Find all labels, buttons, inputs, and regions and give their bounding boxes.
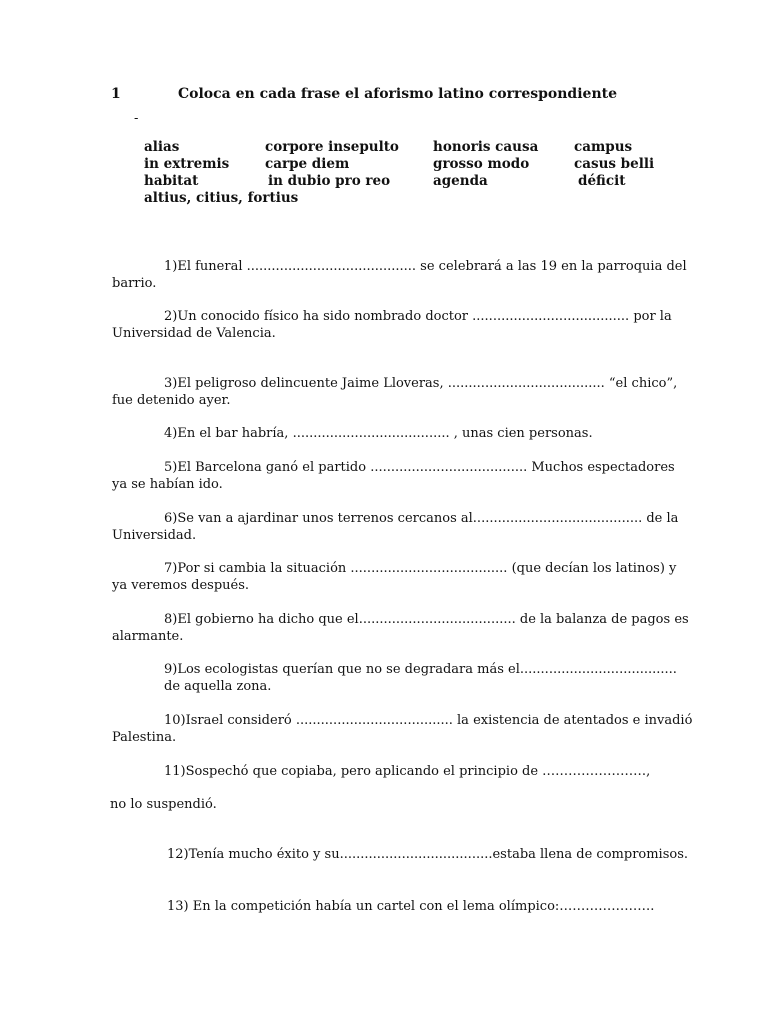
sentence-continuation: ya se habían ido.	[112, 477, 223, 492]
sentence-continuation: barrio.	[112, 276, 157, 291]
sentence-line: 11)Sospechó que copiaba, pero aplicando el principio de ……………………,	[164, 764, 651, 779]
word-bank-item: casus belli	[574, 156, 655, 172]
sentence-continuation: alarmante.	[112, 629, 184, 644]
sentence-item	[112, 258, 687, 292]
sentence-line: 10)Israel consideró ...................................... la existencia de atentados e invadió	[164, 713, 693, 728]
sentence-line: 12)Tenía mucho éxito y su.....................................estaba llena de compromisos.	[167, 847, 689, 862]
sentence-line: 7)Por si cambia la situación ...................................... (que decían los latinos) y	[164, 561, 677, 576]
sentence-line: 5)El Barcelona ganó el partido ...................................... Muchos espectadores	[164, 460, 675, 475]
sentence-continuation: Universidad.	[112, 528, 197, 543]
sentence-continuation: de aquella zona.	[164, 679, 272, 694]
word-bank-item: in extremis	[144, 156, 230, 172]
word-bank-item: agenda	[433, 173, 488, 189]
word-bank-item: altius, citius, fortius	[144, 190, 299, 206]
sentence-item	[112, 308, 672, 342]
word-bank-item: honoris causa	[433, 139, 539, 155]
word-bank-item: habitat	[144, 173, 199, 189]
sentence-line: 8)El gobierno ha dicho que el...................................... de la balanza de pagos es	[164, 612, 689, 627]
sentence-line: 3)El peligroso delincuente Jaime Lloveras, ...................................... “el chico”,	[164, 376, 678, 391]
sentence-item	[112, 425, 593, 442]
sentence-item	[112, 661, 677, 695]
sentence-continuation: ya veremos después.	[112, 578, 250, 593]
word-bank-item: carpe diem	[265, 156, 350, 172]
sentence-continuation: fue detenido ayer.	[112, 393, 231, 408]
sentence-item	[112, 846, 688, 863]
exercise-number: 1	[111, 86, 121, 102]
sentence-item	[110, 763, 650, 813]
word-bank-item: alias	[144, 139, 180, 155]
sentence-item	[112, 560, 676, 594]
sentence-continuation: Palestina.	[112, 730, 177, 745]
word-bank-item: déficit	[578, 173, 626, 189]
sentence-line: 6)Se van a ajardinar unos terrenos cercanos al......................................... de la	[164, 511, 679, 526]
word-bank-item: grosso modo	[433, 156, 530, 172]
word-bank-item: in dubio pro reo	[268, 173, 391, 189]
sentence-item	[112, 510, 678, 544]
sentence-line: 13) En la competición había un cartel con el lema olímpico:………………….	[167, 899, 655, 914]
sentence-item	[112, 712, 692, 746]
sentence-item	[112, 459, 675, 493]
sentence-line: 9)Los ecologistas querían que no se degradara más el......................................	[164, 662, 677, 677]
dash-marker: -	[134, 111, 139, 126]
word-bank-item: corpore insepulto	[265, 139, 399, 155]
sentence-line: 4)En el bar habría, ...................................... , unas cien personas.	[164, 426, 593, 441]
sentence-item	[112, 611, 689, 645]
sentence-continuation: no lo suspendió.	[110, 797, 217, 812]
exercise-title: Coloca en cada frase el aforismo latino correspondiente	[178, 86, 618, 102]
sentence-continuation: Universidad de Valencia.	[112, 326, 276, 341]
sentence-line: 2)Un conocido físico ha sido nombrado doctor ...................................... por la	[164, 309, 672, 324]
sentence-item	[112, 898, 654, 915]
word-bank-item: campus	[574, 139, 633, 155]
sentence-line: 1)El funeral ......................................... se celebrará a las 19 en la parroquia del	[164, 259, 687, 274]
sentence-item	[112, 375, 677, 409]
